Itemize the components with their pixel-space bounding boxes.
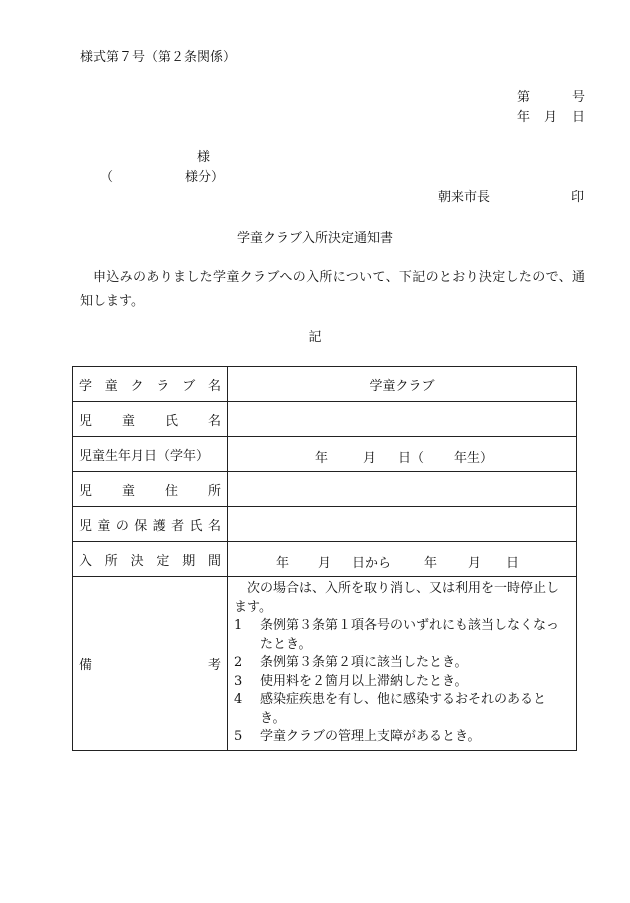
issue-month: 月 bbox=[544, 110, 558, 125]
period-label-char: 入 bbox=[79, 553, 93, 569]
body-paragraph: 申込みのありました学童クラブへの入所について、下記のとおり決定したので、通知します。 bbox=[80, 270, 585, 309]
child-address-label-char: 所 bbox=[207, 483, 221, 499]
birth-date-value bbox=[228, 437, 577, 472]
period-label-char: 定 bbox=[156, 553, 170, 569]
child-name-label-char: 童 bbox=[121, 413, 135, 429]
list-item bbox=[234, 617, 570, 654]
note-text: 使用料を２箇月以上滞納したとき。 bbox=[260, 673, 468, 689]
birth-year: 年 bbox=[315, 451, 329, 466]
addressee-sama: 様 bbox=[197, 150, 211, 165]
period-start-year: 年 bbox=[276, 556, 290, 571]
period-label-char: 期 bbox=[182, 553, 196, 569]
club-name-label-char: 童 bbox=[104, 378, 118, 394]
club-name-label-char: 名 bbox=[207, 378, 221, 394]
document-title: 学童クラブ入所決定通知書 bbox=[236, 231, 393, 246]
list-item bbox=[234, 728, 570, 747]
period-label-char: 間 bbox=[207, 553, 221, 569]
table-row bbox=[73, 402, 577, 437]
guardian-name-label-char: の bbox=[115, 518, 129, 534]
addressee-paren-text: 様分） bbox=[185, 170, 225, 185]
child-address-label-char: 児 bbox=[79, 483, 93, 499]
guardian-name-label-char: 児 bbox=[79, 518, 93, 534]
decision-table bbox=[72, 366, 577, 751]
note-text: 条例第３条第１項各号のいずれにも該当しなくなったとき。 bbox=[260, 618, 560, 652]
birth-grade: 年生） bbox=[454, 451, 494, 466]
guardian-name-label-char: 童 bbox=[97, 518, 111, 534]
note-text: 条例第３条第２項に該当したとき。 bbox=[260, 655, 468, 670]
addressee-paren-open: （ bbox=[100, 170, 114, 185]
guardian-name-label-char: 氏 bbox=[189, 518, 203, 534]
note-number: 3 bbox=[234, 673, 243, 689]
notes-label bbox=[73, 577, 228, 751]
table-row bbox=[73, 577, 577, 751]
ki-heading: 記 bbox=[308, 330, 322, 345]
club-name-label-char: ブ bbox=[182, 378, 196, 394]
guardian-name-value bbox=[228, 507, 577, 542]
child-address-label-char: 住 bbox=[164, 483, 178, 499]
period-start-month: 月 bbox=[318, 556, 332, 571]
child-name-label bbox=[73, 402, 228, 437]
note-text: 感染症疾患を有し、他に感染するおそれのあるとき。 bbox=[260, 692, 547, 726]
note-number: 1 bbox=[234, 618, 243, 633]
note-text: 学童クラブの管理上支障があるとき。 bbox=[260, 729, 481, 744]
list-item bbox=[234, 673, 570, 692]
club-name-label-char: 学 bbox=[79, 378, 93, 394]
notes-label-char: 備 bbox=[79, 657, 93, 673]
list-item bbox=[234, 691, 570, 728]
table-row bbox=[73, 472, 577, 507]
notes-label-char: 考 bbox=[207, 657, 221, 673]
child-name-label-char: 児 bbox=[79, 413, 93, 429]
guardian-name-label-char: 者 bbox=[171, 518, 185, 534]
period-label-char: 決 bbox=[130, 553, 144, 569]
document-number-prefix: 第 bbox=[517, 90, 531, 105]
period-value bbox=[228, 542, 577, 577]
table-row bbox=[73, 367, 577, 402]
period-start-day: 日から bbox=[352, 556, 392, 571]
period-end-day: 日 bbox=[506, 556, 520, 571]
issue-date-line bbox=[517, 111, 587, 125]
child-address-label-char: 童 bbox=[121, 483, 135, 499]
club-name-label-char: ク bbox=[130, 378, 144, 394]
guardian-name-label-char: 名 bbox=[207, 518, 221, 534]
period-end-month: 月 bbox=[468, 556, 482, 571]
child-name-label-char: 氏 bbox=[164, 413, 178, 429]
guardian-name-label bbox=[73, 507, 228, 542]
form-number: 様式第７号（第２条関係） bbox=[80, 50, 237, 65]
addressee-guardian-line bbox=[100, 171, 230, 185]
guardian-name-label-char: 保 bbox=[134, 518, 148, 534]
list-item bbox=[234, 654, 570, 673]
birth-date-label-text: 児童生年月日（学年） bbox=[79, 448, 210, 464]
guardian-name-label-char: 護 bbox=[152, 518, 166, 534]
period-label-char: 所 bbox=[104, 553, 118, 569]
notes-intro: 次の場合は、入所を取り消し、又は利用を一時停止します。 bbox=[234, 581, 560, 615]
child-address-value bbox=[228, 472, 577, 507]
issue-year: 年 bbox=[517, 110, 531, 125]
seal-mark: 印 bbox=[571, 190, 585, 205]
birth-date-label bbox=[73, 437, 228, 472]
document-number-line bbox=[517, 91, 587, 105]
issuer-name: 朝来市長 bbox=[438, 190, 491, 205]
club-name-label bbox=[73, 367, 228, 402]
table-row bbox=[73, 437, 577, 472]
birth-month: 月 bbox=[363, 451, 377, 466]
club-name-value: 学童クラブ bbox=[228, 367, 577, 402]
period-end-year: 年 bbox=[424, 556, 438, 571]
table-row bbox=[73, 507, 577, 542]
table-row bbox=[73, 542, 577, 577]
issue-day: 日 bbox=[572, 110, 586, 125]
club-name-label-char: ラ bbox=[156, 378, 170, 394]
note-number: 4 bbox=[234, 692, 243, 707]
child-address-label bbox=[73, 472, 228, 507]
notes-list bbox=[234, 617, 570, 747]
note-number: 5 bbox=[234, 729, 243, 744]
child-name-label-char: 名 bbox=[207, 413, 221, 429]
period-label bbox=[73, 542, 228, 577]
notes-value bbox=[228, 577, 577, 751]
note-number: 2 bbox=[234, 655, 243, 670]
birth-day: 日（ bbox=[398, 451, 425, 466]
document-number-suffix: 号 bbox=[572, 90, 586, 105]
child-name-value bbox=[228, 402, 577, 437]
